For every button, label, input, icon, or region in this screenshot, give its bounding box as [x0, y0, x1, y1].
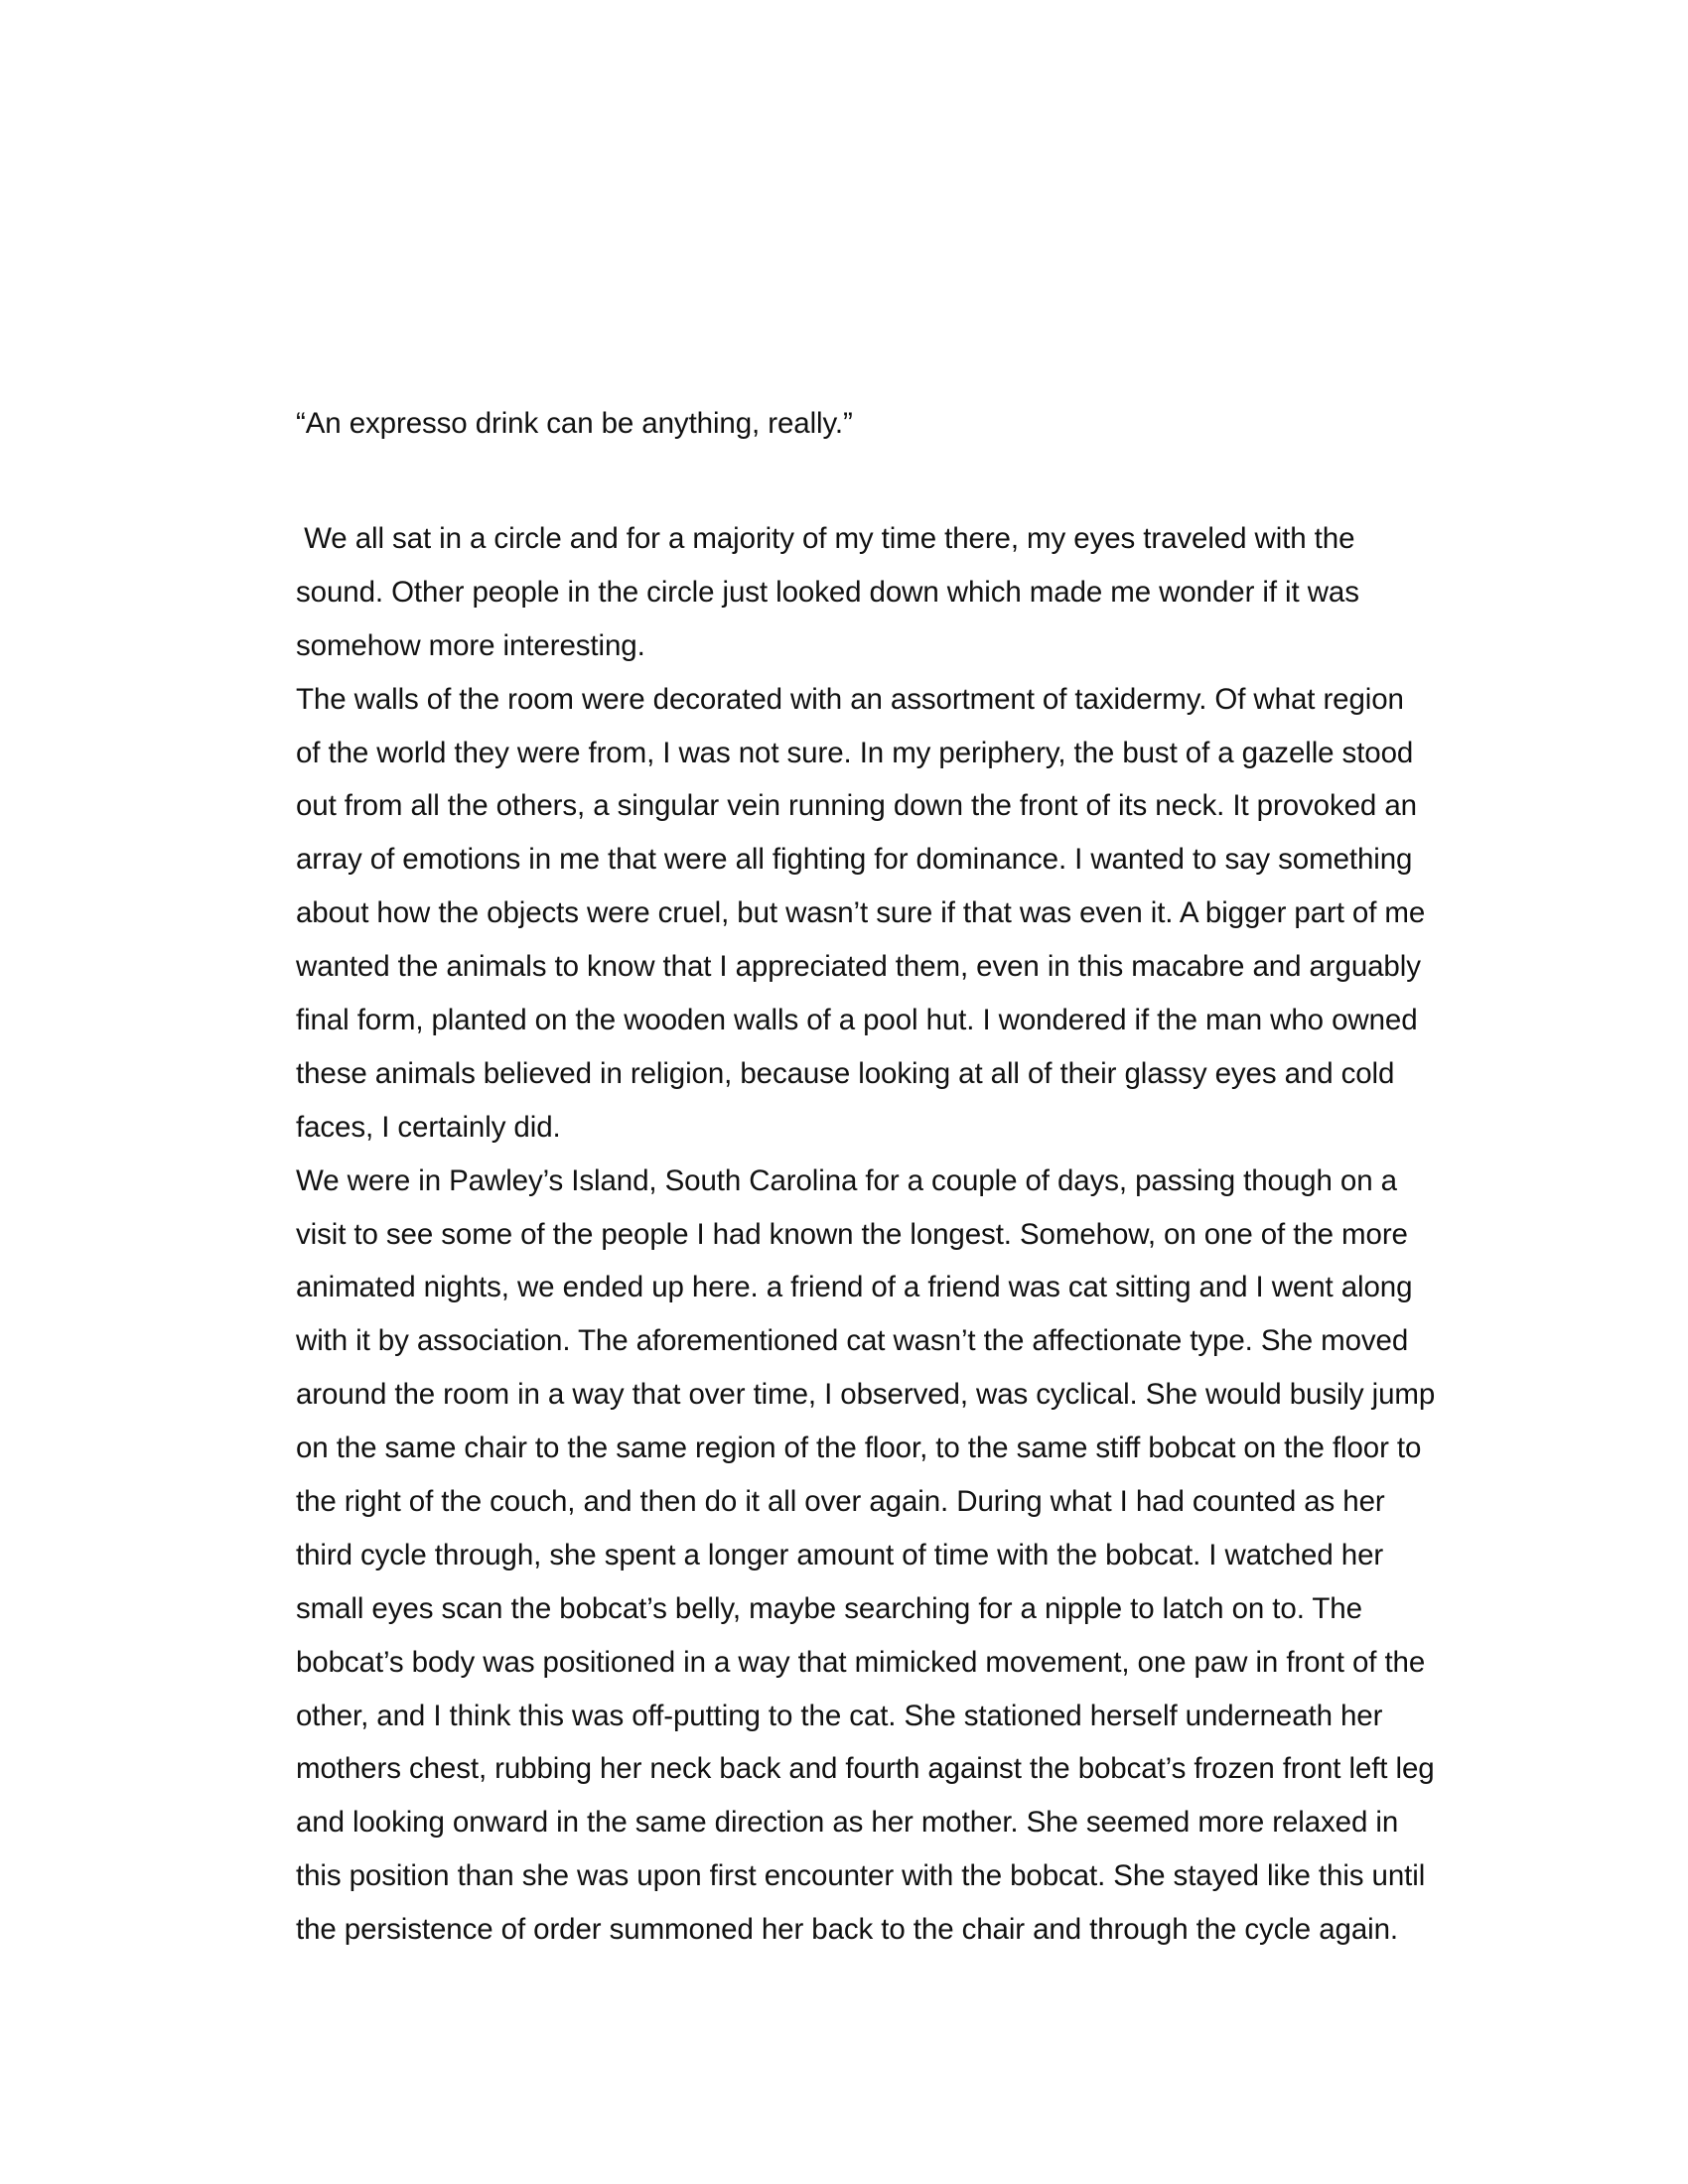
text-line: sound. Other people in the circle just looked down which made me wonder if it was: [296, 575, 1359, 609]
text-line: final form, planted on the wooden walls of a pool hut. I wondered if the man who owned: [296, 1004, 1418, 1037]
text-line: around the room in a way that over time, I observed, was cyclical. She would busily jump: [296, 1378, 1436, 1412]
text-line: We were in Pawley’s Island, South Carolina for a couple of days, passing though on a: [296, 1163, 1397, 1197]
text-line: bobcat’s body was positioned in a way that mimicked movement, one paw in front of the: [296, 1645, 1426, 1679]
text-line: faces, I certainly did.: [296, 1110, 561, 1144]
text-line: with it by association. The aforementioned cat wasn’t the affectionate type. She moved: [296, 1324, 1409, 1358]
text-line: somehow more interesting.: [296, 628, 645, 662]
body-text: [296, 512, 1487, 1957]
text-line: and looking onward in the same direction as her mother. She seemed more relaxed in: [296, 1806, 1399, 1840]
text-line: small eyes scan the bobcat’s belly, maybe searching for a nipple to latch on to. The: [296, 1591, 1362, 1625]
text-line: this position than she was upon first encounter with the bobcat. She stayed like this until: [296, 1859, 1426, 1893]
text-line: other, and I think this was off-putting to the cat. She stationed herself underneath her: [296, 1699, 1383, 1732]
text-line: animated nights, we ended up here. a friend of a friend was cat sitting and I went along: [296, 1271, 1413, 1304]
text-line: about how the objects were cruel, but wasn’t sure if that was even it. A bigger part of me: [296, 896, 1426, 930]
text-line: the persistence of order summoned her back to the chair and through the cycle again.: [296, 1913, 1398, 1947]
text-line: of the world they were from, I was not sure. In my periphery, the bust of a gazelle stood: [296, 736, 1414, 769]
text-line: visit to see some of the people I had known the longest. Somehow, on one of the more: [296, 1217, 1408, 1251]
text-line: array of emotions in me that were all fighting for dominance. I wanted to say something: [296, 843, 1413, 877]
text-line: third cycle through, she spent a longer amount of time with the bobcat. I watched her: [296, 1538, 1384, 1571]
text-line: out from all the others, a singular vein running down the front of its neck. It provoked an: [296, 789, 1417, 823]
text-line: the right of the couch, and then do it all over again. During what I had counted as her: [296, 1485, 1385, 1519]
text-line: on the same chair to the same region of the floor, to the same stiff bobcat on the floor to: [296, 1432, 1422, 1465]
text-line: wanted the animals to know that I appreciated them, even in this macabre and arguably: [296, 950, 1421, 984]
text-line: We all sat in a circle and for a majority of my time there, my eyes traveled with the: [296, 522, 1355, 555]
text-line: The walls of the room were decorated with an assortment of taxidermy. Of what region: [296, 682, 1404, 716]
text-line: these animals believed in religion, because looking at all of their glassy eyes and cold: [296, 1056, 1395, 1090]
text-line: mothers chest, rubbing her neck back and fourth against the bobcat’s frozen front left leg: [296, 1752, 1435, 1786]
opening-quote: “An expresso drink can be anything, really.”: [296, 407, 853, 440]
